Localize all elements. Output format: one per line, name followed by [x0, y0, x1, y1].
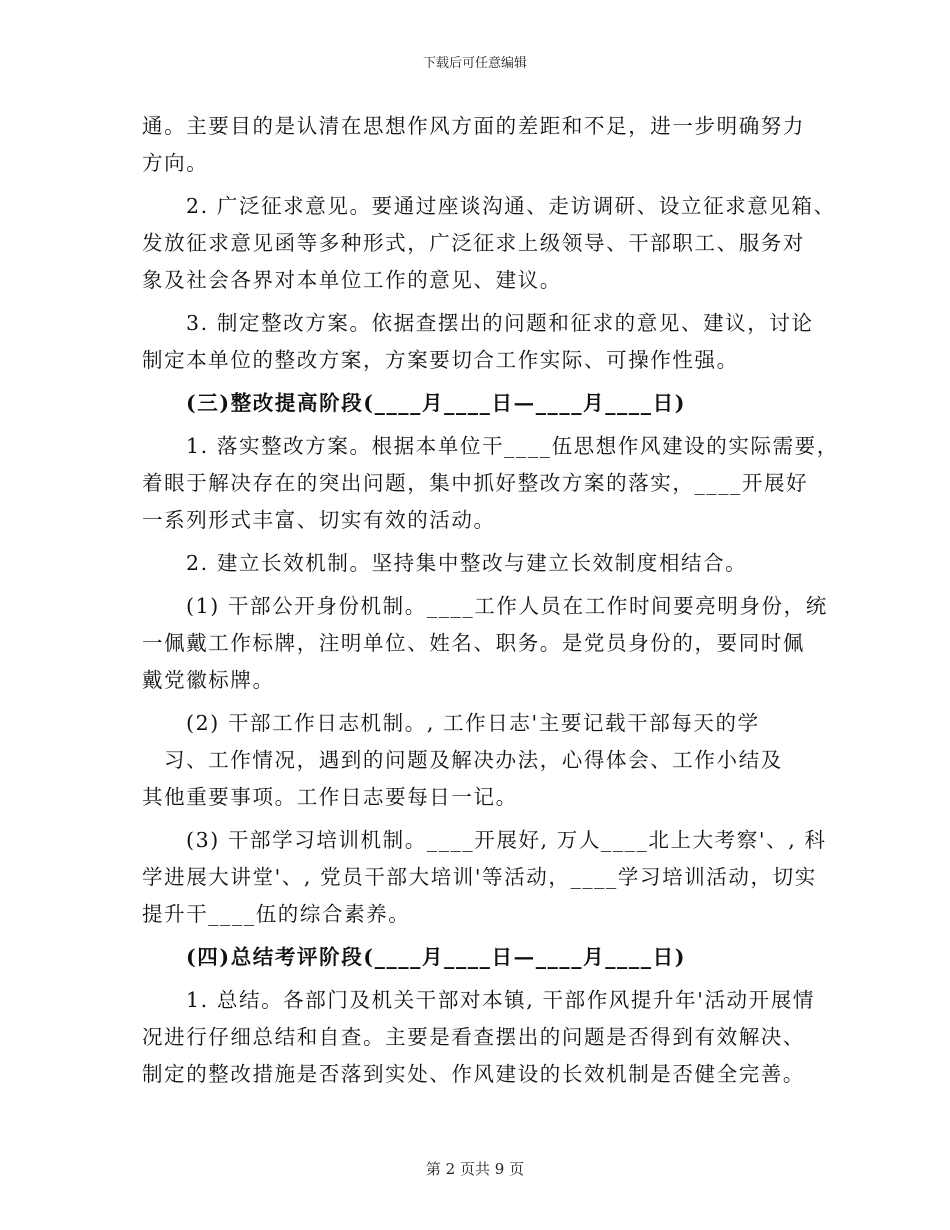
body-line: 一系列形式丰富、切实有效的活动。	[142, 508, 496, 532]
page-header: 下载后可任意编辑	[422, 56, 527, 71]
body-line: 通。主要目的是认清在思想作风方面的差距和不足，进一步明确努力	[142, 114, 805, 138]
item-1-line: 1. 总结。各部门及机关干部对本镇, 干部作风提升年'活动开展情	[186, 988, 815, 1012]
body-line: 方向。	[142, 151, 209, 175]
body-line: 制定的整改措施是否落到实处、作风建设的长效机制是否健全完善。	[142, 1062, 805, 1086]
page-footer: 第 2 页共 9 页	[425, 1160, 525, 1178]
body-line: 其他重要事项。工作日志要每日一记。	[142, 785, 518, 809]
subitem-1-line: (1) 干部公开身份机制。____工作人员在工作时间要亮明身份，统	[186, 594, 828, 618]
subitem-3-line: (3) 干部学习培训机制。____开展好, 万人____北上大考察'、, 科	[186, 828, 827, 852]
body-line: 戴党徽标牌。	[142, 668, 275, 692]
item-2-line: 2. 建立长效机制。坚持集中整改与建立长效制度相结合。	[186, 551, 748, 575]
body-line: 发放征求意见函等多种形式，广泛征求上级领导、干部职工、服务对	[142, 231, 805, 255]
item-2-line: 2. 广泛征求意见。要通过座谈沟通、走访调研、设立征求意见箱、	[186, 194, 836, 218]
document-body	[142, 108, 839, 1093]
subitem-2-line: (2) 干部工作日志机制。, 工作日志'主要记载干部每天的学	[186, 711, 760, 735]
body-line: 象及社会各界对本单位工作的意见、建议。	[142, 268, 562, 292]
body-line: 学进展大讲堂'、, 党员干部大培训'等活动，____学习培训活动，切实	[142, 865, 817, 889]
item-3-line: 3. 制定整改方案。依据查摆出的问题和征求的意见、建议，讨论	[186, 311, 814, 335]
section-heading-3: (三)整改提高阶段(____月____日—____月____日)	[186, 391, 686, 415]
body-line: 一佩戴工作标牌，注明单位、姓名、职务。是党员身份的，要同时佩	[142, 631, 805, 655]
item-1-line: 1. 落实整改方案。根据本单位干____伍思想作风建设的实际需要，	[186, 434, 839, 458]
body-line: 习、工作情况，遇到的问题及解决办法，心得体会、工作小结及	[164, 748, 783, 772]
section-heading-4: (四)总结考评阶段(____月____日—____月____日)	[186, 945, 686, 969]
body-line: 制定本单位的整改方案，方案要切合工作实际、可操作性强。	[142, 348, 739, 372]
body-line: 提升干____伍的综合素养。	[142, 902, 411, 926]
body-line: 着眼于解决存在的突出问题，集中抓好整改方案的落实，____开展好	[142, 471, 809, 495]
body-line: 况进行仔细总结和自查。主要是看查摆出的问题是否得到有效解决、	[142, 1025, 805, 1049]
